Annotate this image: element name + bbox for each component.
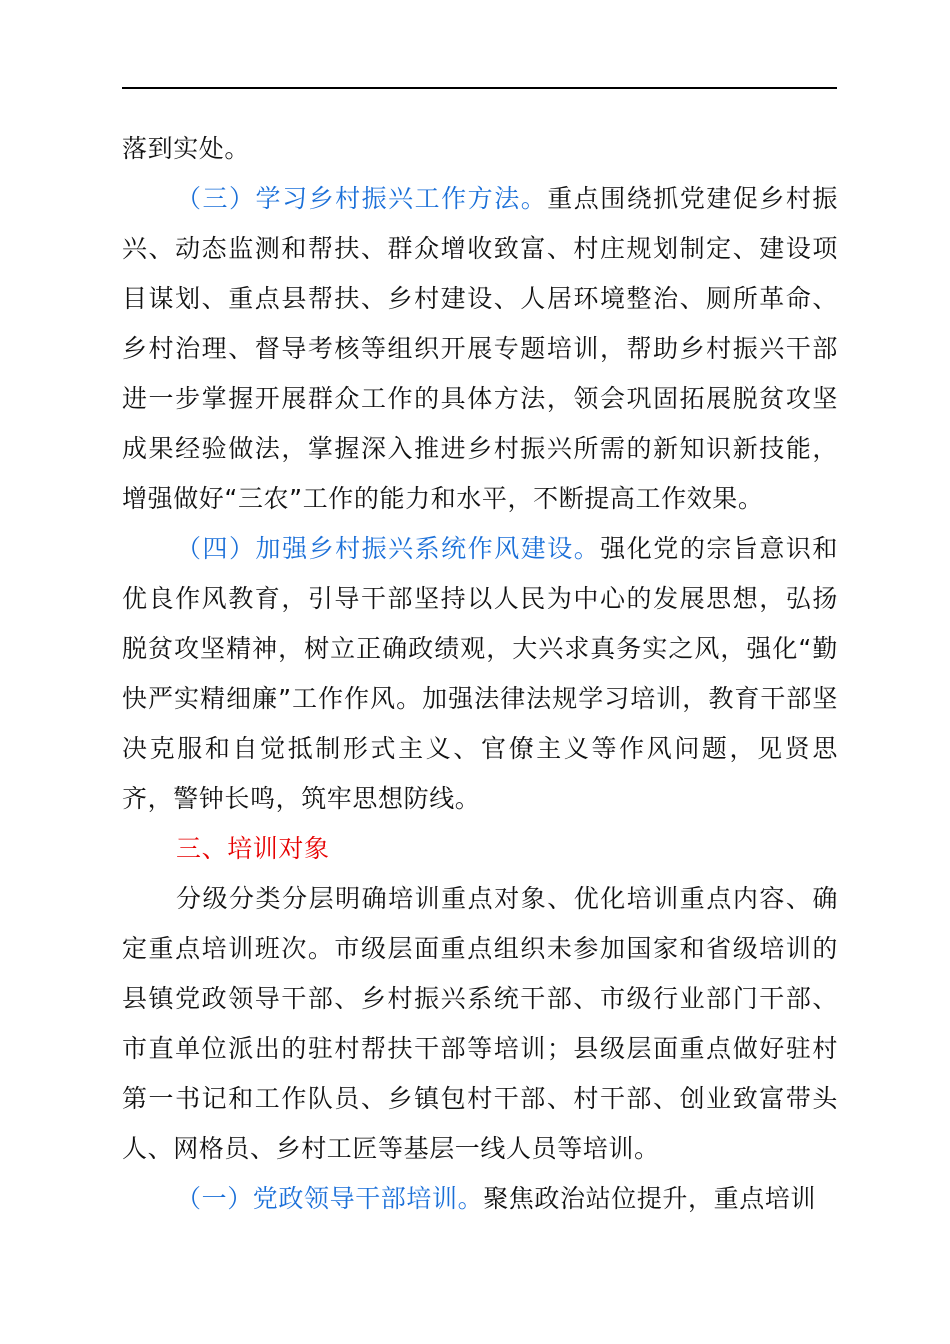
subheading-item-four: （四）加强乡村振兴系统作风建设。 <box>176 534 601 563</box>
paragraph-continuation <box>122 124 838 174</box>
paragraph-text: 强化党的宗旨意识和优良作风教育，引导干部坚持以人民为中心的发展思想，弘扬脱贫攻坚精神，树立正确政绩观，大兴求真务实之风，强化“勤快严实精细廉”工作作风。加强法律法规学习培训，教育干部坚决克服和自觉抵制形式主义、官僚主义等作风问题，见贤思齐，警钟长鸣，筑牢思想防线。 <box>122 534 838 813</box>
paragraph-item-three <box>122 174 838 524</box>
paragraph-text: 重点围绕抓党建促乡村振兴、动态监测和帮扶、群众增收致富、村庄规划制定、建设项目谋划、重点县帮扶、乡村建设、人居环境整治、厕所革命、乡村治理、督导考核等组织开展专题培训，帮助乡村振兴干部进一步掌握开展群众工作的具体方法，领会巩固拓展脱贫攻坚成果经验做法，掌握深入推进乡村振兴所需的新知识新技能，增强做好“三农”工作的能力和水平，不断提高工作效果。 <box>122 184 838 513</box>
subheading-item-one: （一）党政领导干部培训。 <box>176 1184 484 1213</box>
subheading-item-three: （三）学习乡村振兴工作方法。 <box>176 184 548 213</box>
header-rule <box>122 87 837 89</box>
paragraph-text: 聚焦政治站位提升，重点培训 <box>483 1184 817 1213</box>
paragraph-text: 分级分类分层明确培训重点对象、优化培训重点内容、确定重点培训班次。市级层面重点组织未参加国家和省级培训的县镇党政领导干部、乡村振兴系统干部、市级行业部门干部、市直单位派出的驻村帮扶干部等培训；县级层面重点做好驻村第一书记和工作队员、乡镇包村干部、村干部、创业致富带头人、网格员、乡村工匠等基层一线人员等培训。 <box>122 884 838 1163</box>
section-heading-three <box>122 824 838 874</box>
document-body <box>122 124 838 1224</box>
paragraph-item-one <box>122 1174 838 1224</box>
paragraph-text: 落到实处。 <box>122 134 251 163</box>
section-title: 三、培训对象 <box>176 834 330 863</box>
paragraph-item-four <box>122 524 838 824</box>
paragraph-training-targets <box>122 874 838 1174</box>
